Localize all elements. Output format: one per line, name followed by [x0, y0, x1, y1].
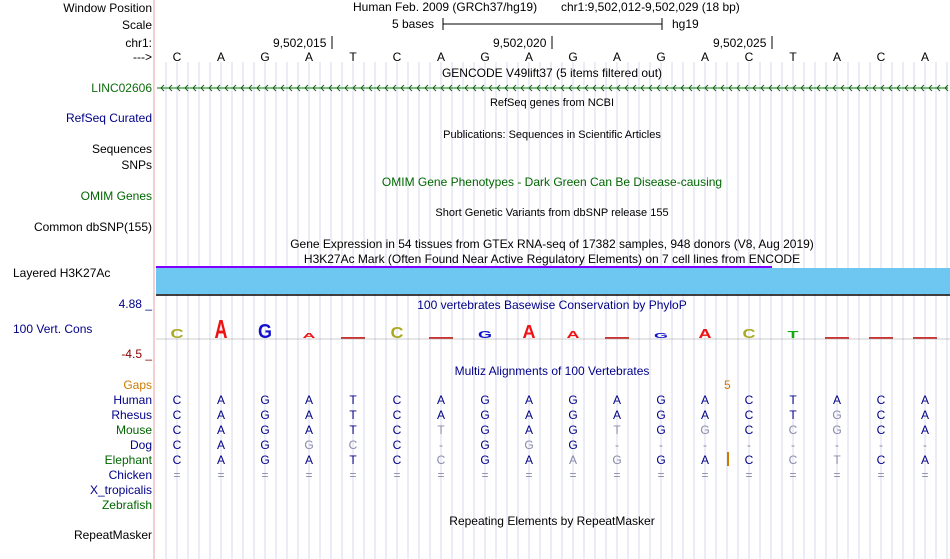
- alignment-base: C: [392, 453, 402, 467]
- reference-base: A: [832, 50, 841, 64]
- alignment-base: T: [613, 423, 621, 437]
- alignment-base: =: [525, 468, 533, 482]
- snps-track-label[interactable]: SNPs: [121, 158, 152, 172]
- conservation-logo-C-0: C: [170, 327, 184, 342]
- alignment-base: =: [657, 468, 665, 482]
- conservation-logo-G-11: G: [654, 330, 668, 340]
- reference-base: T: [349, 50, 357, 64]
- species-label[interactable]: Rhesus: [111, 408, 152, 422]
- reference-base: C: [876, 50, 886, 64]
- gtex-track-title[interactable]: Gene Expression in 54 tissues from GTEx RNA-seq of 17382 samples, 948 donors (V8, Aug 2019): [290, 237, 814, 251]
- conservation-logo-A-9: A: [566, 329, 580, 341]
- gap-bar: [727, 452, 729, 466]
- repeatmasker-track-label[interactable]: RepeatMasker: [73, 528, 152, 542]
- reference-base: T: [789, 50, 797, 64]
- scale-db-text: hg19: [672, 17, 699, 31]
- alignment-base: G: [480, 423, 490, 437]
- alignment-base: =: [701, 468, 709, 482]
- alignment-base: G: [656, 408, 666, 422]
- assembly-text: Human Feb. 2009 (GRCh37/hg19): [353, 0, 538, 14]
- sequences-track-label[interactable]: Sequences: [91, 142, 152, 156]
- alignment-base: G: [656, 423, 666, 437]
- coord-tick-3: 9,502,025: [713, 36, 767, 50]
- alignment-base: =: [349, 468, 357, 482]
- refseq-track-label[interactable]: RefSeq Curated: [65, 111, 152, 125]
- alignment-base: =: [261, 468, 269, 482]
- alignment-base: G: [260, 393, 270, 407]
- species-label[interactable]: X_tropicalis: [89, 483, 152, 497]
- alignment-base: =: [393, 468, 401, 482]
- alignment-base: C: [392, 438, 402, 452]
- gaps-label: Gaps: [123, 378, 152, 392]
- species-label[interactable]: Human: [113, 393, 152, 407]
- alignment-base: A: [832, 393, 841, 407]
- cons-track-label[interactable]: 100 Vert. Cons: [13, 322, 93, 336]
- alignment-base: -: [615, 438, 619, 452]
- gene-label-linc02606[interactable]: LINC02606: [91, 81, 152, 95]
- alignment-base: T: [833, 453, 841, 467]
- alignment-base: A: [436, 393, 445, 407]
- conservation-logo-A-8: A: [522, 322, 536, 342]
- alignment-base: A: [216, 408, 225, 422]
- alignment-base: C: [392, 393, 402, 407]
- refseq-track-title[interactable]: RefSeq genes from NCBI: [489, 97, 615, 109]
- coord-tick-1: 9,502,015: [273, 36, 327, 50]
- alignment-base: G: [260, 438, 270, 452]
- alignment-base: =: [921, 468, 929, 482]
- alignment-base: C: [876, 408, 886, 422]
- alignment-base: A: [304, 453, 313, 467]
- alignment-base: -: [747, 438, 751, 452]
- alignment-base: A: [568, 453, 577, 467]
- alignment-base: -: [923, 438, 927, 452]
- alignment-base: G: [832, 423, 842, 437]
- conservation-logo-A-3: A: [302, 330, 316, 340]
- alignment-base: A: [920, 423, 929, 437]
- alignment-base: -: [835, 438, 839, 452]
- alignment-base: A: [920, 408, 929, 422]
- chrom-label: chr1:: [125, 36, 152, 50]
- conservation-logo-G-2: G: [258, 320, 272, 344]
- alignment-base: -: [659, 438, 663, 452]
- conservation-logo-A-12: A: [698, 327, 712, 342]
- alignment-base: T: [349, 453, 357, 467]
- position-text: chr1:9,502,012-9,502,029 (18 bp): [561, 0, 740, 14]
- species-label[interactable]: Dog: [129, 438, 152, 452]
- alignment-base: G: [656, 393, 666, 407]
- alignment-base: C: [788, 423, 798, 437]
- alignment-base: C: [172, 393, 182, 407]
- alignment-base: G: [832, 408, 842, 422]
- species-label[interactable]: Chicken: [108, 468, 152, 482]
- reference-base: A: [436, 50, 445, 64]
- alignment-base: C: [392, 408, 402, 422]
- alignment-base: =: [481, 468, 489, 482]
- alignment-base: A: [304, 408, 313, 422]
- alignment-base: C: [744, 423, 754, 437]
- alignment-base: =: [833, 468, 841, 482]
- conservation-logo-A-1: A: [214, 314, 228, 344]
- alignment-base: -: [439, 438, 443, 452]
- alignment-base: G: [568, 408, 578, 422]
- dbsnp-track-label[interactable]: Common dbSNP(155): [33, 220, 152, 234]
- alignment-base: G: [612, 453, 622, 467]
- alignment-base: C: [172, 438, 182, 452]
- alignment-base: G: [568, 423, 578, 437]
- alignment-base: A: [920, 393, 929, 407]
- alignment-base: A: [612, 393, 621, 407]
- alignment-base: =: [877, 468, 885, 482]
- alignment-base: A: [700, 393, 709, 407]
- publications-track-title[interactable]: Publications: Sequences in Scientific Articles: [443, 129, 661, 141]
- cons-min-label: -4.5 _: [121, 347, 152, 361]
- gap-count-marker: 5: [724, 378, 731, 392]
- alignment-base: C: [744, 408, 754, 422]
- alignment-base: A: [216, 393, 225, 407]
- alignment-base: C: [744, 453, 754, 467]
- species-label[interactable]: Zebrafish: [101, 498, 152, 512]
- alignment-base: A: [304, 393, 313, 407]
- alignment-base: G: [524, 438, 534, 452]
- alignment-base: G: [304, 438, 314, 452]
- alignment-base: C: [348, 438, 358, 452]
- alignment-base: G: [656, 453, 666, 467]
- alignment-base: G: [480, 438, 490, 452]
- species-label[interactable]: Elephant: [104, 453, 152, 467]
- alignment-base: G: [568, 438, 578, 452]
- alignment-base: G: [260, 423, 270, 437]
- alignment-base: G: [568, 393, 578, 407]
- strand-label: --->: [133, 50, 152, 64]
- h3k27ac-track-label[interactable]: Layered H3K27Ac: [13, 266, 111, 280]
- reference-base: G: [568, 50, 578, 64]
- cons-max-label: 4.88 _: [118, 297, 152, 311]
- alignment-base: A: [612, 408, 621, 422]
- alignment-base: =: [437, 468, 445, 482]
- alignment-base: =: [569, 468, 577, 482]
- alignment-base: =: [217, 468, 225, 482]
- alignment-base: =: [305, 468, 313, 482]
- alignment-base: C: [172, 423, 182, 437]
- alignment-base: A: [524, 453, 533, 467]
- conservation-logo-T-14: T: [787, 329, 799, 341]
- alignment-base: A: [216, 453, 225, 467]
- reference-base: A: [612, 50, 621, 64]
- alignment-base: A: [700, 408, 709, 422]
- alignment-base: A: [436, 408, 445, 422]
- alignment-base: T: [437, 423, 445, 437]
- reference-base: C: [744, 50, 754, 64]
- alignment-base: T: [349, 423, 357, 437]
- gencode-track-title[interactable]: GENCODE V49lift37 (5 items filtered out): [441, 66, 663, 80]
- alignment-base: C: [436, 453, 446, 467]
- alignment-base: G: [260, 408, 270, 422]
- dbsnp-track-title[interactable]: Short Genetic Variants from dbSNP release 155: [435, 207, 669, 219]
- alignment-base: T: [789, 393, 797, 407]
- scale-bar-text: 5 bases: [392, 17, 435, 31]
- h3k27ac-track-title[interactable]: H3K27Ac Mark (Often Found Near Active Regulatory Elements) on 7 cell lines from ENCODE: [303, 252, 801, 266]
- alignment-base: T: [349, 393, 357, 407]
- alignment-base: =: [745, 468, 753, 482]
- alignment-base: A: [216, 423, 225, 437]
- omim-track-title[interactable]: OMIM Gene Phenotypes - Dark Green Can Be Disease-causing: [381, 175, 723, 189]
- alignment-base: C: [876, 423, 886, 437]
- reference-base: A: [700, 50, 709, 64]
- reference-base: A: [920, 50, 929, 64]
- alignment-base: G: [480, 393, 490, 407]
- reference-base: G: [480, 50, 490, 64]
- alignment-base: T: [789, 408, 797, 422]
- alignment-base: A: [524, 423, 533, 437]
- alignment-base: -: [879, 438, 883, 452]
- reference-base: C: [172, 50, 182, 64]
- alignment-base: A: [524, 408, 533, 422]
- alignment-base: G: [480, 453, 490, 467]
- alignment-base: C: [172, 453, 182, 467]
- alignment-base: -: [703, 438, 707, 452]
- alignment-base: C: [392, 423, 402, 437]
- alignment-base: C: [744, 393, 754, 407]
- alignment-base: C: [172, 408, 182, 422]
- h3k27ac-signal: [156, 268, 950, 294]
- reference-base: C: [392, 50, 402, 64]
- reference-base: G: [656, 50, 666, 64]
- omim-track-label[interactable]: OMIM Genes: [80, 189, 152, 203]
- species-label[interactable]: Mouse: [115, 423, 152, 437]
- window-position-label: Window Position: [63, 1, 152, 15]
- alignment-base: G: [480, 408, 490, 422]
- reference-base: A: [304, 50, 313, 64]
- reference-base: A: [524, 50, 533, 64]
- reference-base: G: [260, 50, 270, 64]
- alignment-base: =: [613, 468, 621, 482]
- alignment-base: A: [304, 423, 313, 437]
- alignment-base: G: [260, 453, 270, 467]
- multiz-track-title[interactable]: Multiz Alignments of 100 Vertebrates: [454, 364, 650, 378]
- alignment-base: A: [920, 453, 929, 467]
- alignment-base: A: [524, 393, 533, 407]
- alignment-base: A: [700, 453, 709, 467]
- alignment-base: G: [700, 423, 710, 437]
- conservation-logo-C-13: C: [742, 327, 756, 342]
- conservation-logo-C-5: C: [390, 324, 404, 342]
- alignment-base: T: [349, 408, 357, 422]
- alignment-base: A: [216, 438, 225, 452]
- reference-base: A: [216, 50, 225, 64]
- alignment-base: C: [876, 453, 886, 467]
- alignment-base: =: [789, 468, 797, 482]
- conservation-track-title[interactable]: 100 vertebrates Basewise Conservation by PhyloP: [417, 298, 687, 312]
- scale-label: Scale: [121, 18, 152, 32]
- repeatmasker-track-title[interactable]: Repeating Elements by RepeatMasker: [449, 514, 655, 528]
- alignment-base: -: [791, 438, 795, 452]
- alignment-base: C: [876, 393, 886, 407]
- coord-tick-2: 9,502,020: [493, 36, 547, 50]
- conservation-logo-G-7: G: [478, 329, 492, 341]
- alignment-base: =: [173, 468, 181, 482]
- alignment-base: C: [788, 453, 798, 467]
